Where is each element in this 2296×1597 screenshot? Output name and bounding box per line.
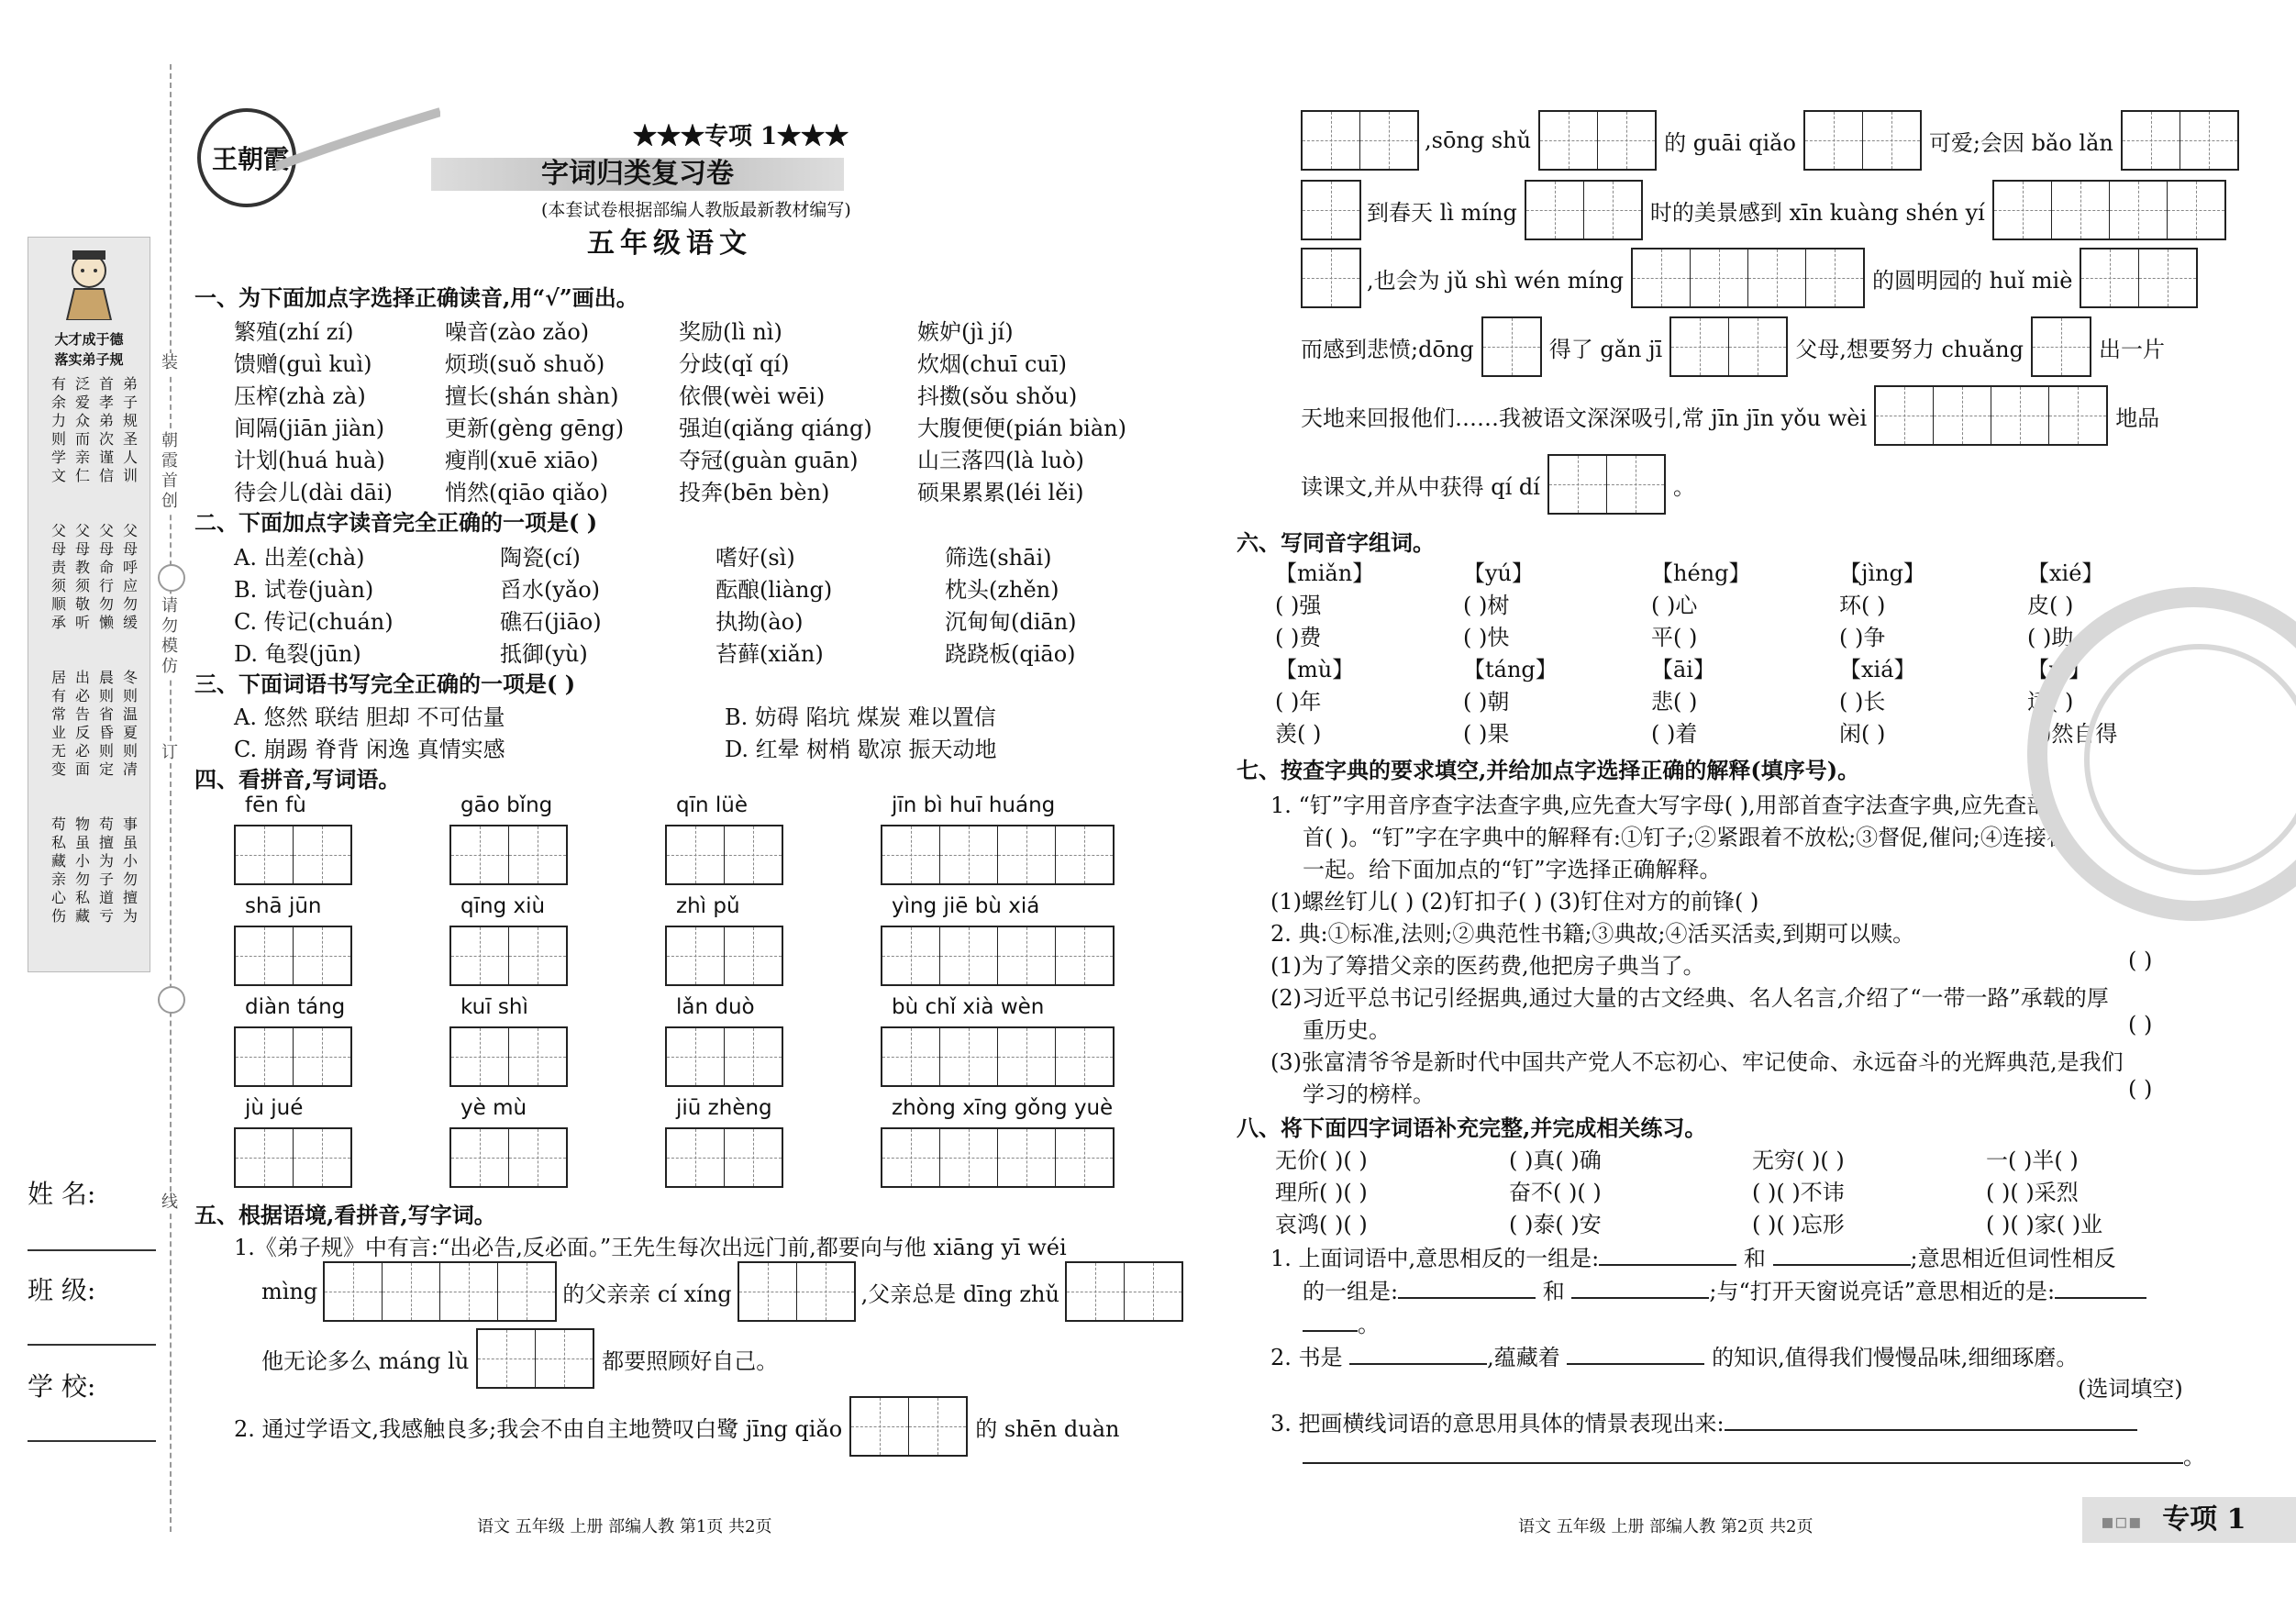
idiom-blank[interactable]: ( )真( )确: [1509, 1148, 1602, 1173]
homophone-blank[interactable]: 皮( ): [2027, 593, 2074, 618]
pinyin-label: zhì pǔ: [676, 894, 740, 918]
warn-text: 请勿模仿: [158, 596, 182, 677]
pinyin-label: bù chǐ xià wèn: [892, 995, 1045, 1019]
q5-line: [1301, 454, 1695, 515]
tab-label: 专项 1: [2162, 1503, 2246, 1536]
exam-title: 字词归类复习卷: [431, 158, 844, 191]
logo-text: 王朝霞: [212, 144, 290, 174]
char-grid[interactable]: [665, 926, 783, 986]
q7-line: 学习的榜样。: [1303, 1081, 1435, 1107]
answer-blank[interactable]: [1725, 1409, 2137, 1431]
option-cell: C. 传记(chuán): [234, 609, 394, 635]
homophone-blank[interactable]: ( )助: [2027, 625, 2074, 650]
char-grid[interactable]: [881, 1026, 1115, 1087]
char-grid-2[interactable]: [1803, 110, 1922, 171]
binding-hole: [158, 986, 185, 1014]
idiom-blank[interactable]: 无价( )( ): [1275, 1148, 1368, 1173]
q8-question-2: [1270, 1339, 2078, 1371]
option-cell: 礁石(jiāo): [500, 609, 602, 635]
pinyin-choice[interactable]: 大腹便便(pián biàn): [917, 416, 1126, 441]
pinyin-choice[interactable]: 抖擞(sǒu shǒu): [917, 383, 1078, 409]
char-grid[interactable]: [234, 825, 352, 885]
homophone-pinyin: 【jìng】: [1839, 560, 1925, 586]
char-grid[interactable]: [234, 1127, 352, 1188]
q5-text: 2. 通过学语文,我感触良多;我会不由自主地赞叹白鹭 jīng qiǎo: [234, 1415, 843, 1442]
proverb-column: 父母责须顺承: [50, 522, 66, 631]
q5-text: 而感到悲愤;dōng: [1301, 336, 1474, 362]
answer-paren[interactable]: ( ): [2128, 948, 2153, 973]
q5-line: [261, 1261, 1183, 1322]
char-grid-1[interactable]: [1481, 316, 1542, 377]
pinyin-write-item: [449, 894, 568, 986]
pinyin-write-item: [665, 995, 783, 1087]
char-grid-2[interactable]: [738, 1261, 856, 1322]
homophone-blank[interactable]: 适( ): [2027, 689, 2074, 715]
q7-line: 1. “钉”字用音序查字法查字典,应先查大写字母( ),用部首查字法查字典,应先查部: [1270, 793, 2049, 818]
q8-text: 。: [2183, 1444, 2205, 1469]
homophone-blank[interactable]: ( )朝: [1463, 689, 1510, 715]
q5-line: 1.《弟子规》中有言:“出必告,反必面。”王先生每次出远门前,都要向与他 xiāng yī wéi: [234, 1235, 1067, 1260]
option-cell: 苔藓(xiǎn): [715, 641, 824, 667]
homophone-pinyin: 【yú】: [1463, 560, 1535, 586]
class-field[interactable]: [28, 1344, 156, 1346]
q5-line: [234, 1396, 1120, 1457]
q5-text: 地品: [2115, 405, 2160, 431]
char-grid-4[interactable]: [1992, 180, 2226, 240]
page-footer: 语文 五年级 上册 部编人教 第2页 共2页: [1518, 1517, 1814, 1536]
pinyin-choice[interactable]: 间隔(jiān jiàn): [234, 416, 385, 441]
proverb-column: 苟私藏亲心伤: [50, 815, 66, 925]
char-grid-4[interactable]: [323, 1261, 557, 1322]
q1-heading: 一、为下面加点字选择正确读音,用“√”画出。: [194, 284, 638, 311]
proverb-column: 父母教须敬听: [74, 522, 90, 631]
option-cell: 跷跷板(qiāo): [945, 641, 1076, 667]
proverb-column: 有余力则学文: [50, 375, 66, 484]
q8-heading: 八、将下面四字词语补充完整,并完成相关练习。: [1237, 1115, 1707, 1141]
proverb-column: 出必告反必面: [74, 669, 90, 778]
option-cell: 抵御(yù): [500, 641, 588, 667]
pinyin-label: qīng xiù: [460, 894, 546, 918]
pinyin-choice[interactable]: 繁殖(zhí zí): [234, 319, 354, 345]
proverb-column: 父母呼应勿缓: [122, 522, 138, 631]
q5-line: [261, 1328, 778, 1389]
q7-line: (1)为了筹措父亲的医药费,他把房子典当了。: [1270, 953, 1705, 979]
q2-heading: 二、下面加点字读音完全正确的一项是( ): [194, 509, 598, 536]
pinyin-choice[interactable]: 烦琐(suǒ shuǒ): [445, 351, 605, 377]
q8-text: 1. 上面词语中,意思相反的一组是:: [1270, 1246, 1600, 1271]
q8-question-1: [1270, 1240, 2116, 1272]
option-cell: A. 悠然 联结 胆却 不可估量: [234, 704, 505, 730]
q5-line: [1301, 180, 2226, 240]
pinyin-choice[interactable]: 瘦削(xuē xiāo): [445, 448, 599, 473]
char-grid-1[interactable]: [1301, 248, 1361, 308]
char-grid[interactable]: [665, 825, 783, 885]
option-cell: 枕头(zhěn): [945, 577, 1059, 603]
answer-blank[interactable]: [2055, 1277, 2146, 1299]
option-cell: 沉甸甸(diān): [945, 609, 1077, 635]
seal-char: 订: [158, 743, 182, 763]
pinyin-label: lǎn duò: [676, 995, 755, 1019]
school-field[interactable]: [28, 1440, 156, 1442]
pinyin-write-item: [881, 995, 1115, 1087]
idiom-blank[interactable]: ( )( )不讳: [1752, 1180, 1845, 1205]
q8-text: 2. 书是: [1270, 1345, 1343, 1370]
q8-text: 。: [1358, 1312, 1380, 1337]
q8-text: ;意思相近但词性相反: [1910, 1246, 2116, 1271]
idiom-blank[interactable]: 奋不( )( ): [1509, 1180, 1602, 1205]
option-cell: C. 崩踢 脊背 闲逸 真情实感: [234, 737, 505, 762]
q7-line: (1)螺丝钉儿( ) (2)钉扣子( ) (3)钉住对方的前锋( ): [1270, 889, 1759, 915]
q6-heading: 六、写同音字组词。: [1237, 529, 1435, 556]
q8-hint: (选词填空): [2078, 1376, 2183, 1402]
q5-text: 天地来回报他们……我被语文深深吸引,常 jīn jīn yǒu wèi: [1301, 405, 1868, 431]
pinyin-choice[interactable]: 待会儿(dài dāi): [234, 480, 394, 505]
proverb-panel: [28, 237, 150, 972]
char-grid-4[interactable]: [1631, 248, 1865, 308]
q5-text: 得了 gǎn jī: [1548, 336, 1663, 362]
homophone-blank[interactable]: 环( ): [1839, 593, 1886, 618]
ribbon-decoration: [275, 103, 440, 176]
name-field[interactable]: [28, 1249, 156, 1251]
char-grid-2[interactable]: [1525, 180, 1643, 240]
char-grid[interactable]: [234, 1026, 352, 1087]
pinyin-write-item: [234, 894, 352, 986]
q8-text: ,蕴藏着: [1487, 1345, 1560, 1370]
q8-question-1b: [1303, 1273, 2146, 1305]
homophone-blank[interactable]: ( )果: [1463, 721, 1510, 747]
homophone-blank[interactable]: 悲( ): [1651, 689, 1698, 715]
idiom-blank[interactable]: 哀鸿( )( ): [1275, 1212, 1368, 1237]
proverb-column: 冬则温夏则凊: [122, 669, 138, 778]
q5-text: ,父亲总是 dīng zhǔ: [860, 1281, 1059, 1307]
q5-heading: 五、根据语境,看拼音,写字词。: [194, 1202, 496, 1228]
q5-text: ,sōng shǔ: [1425, 128, 1532, 153]
pinyin-label: fēn fù: [245, 793, 306, 817]
homophone-blank[interactable]: ( )着: [1651, 721, 1698, 747]
cut-line: [170, 64, 172, 1532]
q5-text: 父母,想要努力 chuǎng: [1795, 336, 2024, 362]
char-grid-2[interactable]: [1669, 316, 1788, 377]
q8-text: ;与“打开天窗说亮话”意思相近的是:: [1709, 1279, 2056, 1304]
idiom-blank[interactable]: ( )( )采烈: [1986, 1180, 2079, 1205]
name-label: 姓 名:: [28, 1179, 96, 1209]
homophone-pinyin: 【āi】: [1651, 657, 1715, 682]
proverb-column: 苟擅为子道亏: [98, 815, 114, 925]
char-grid[interactable]: [665, 1127, 783, 1188]
homophone-blank[interactable]: 闲( ): [1839, 721, 1886, 747]
q5-line: [1301, 248, 2198, 308]
q7-line: (3)张富清爷爷是新时代中国共产党人不忘初心、牢记使命、永远奋斗的光辉典范,是我们: [1270, 1049, 2124, 1075]
motto-line: 大才成于德: [54, 331, 124, 348]
watermark-ring: [2084, 644, 2296, 875]
idiom-blank[interactable]: ( )( )家( )业: [1986, 1212, 2103, 1237]
q3-heading: 三、下面词语书写完全正确的一项是( ): [194, 671, 576, 697]
q5-line: [1301, 110, 2239, 171]
school-label: 学 校:: [28, 1371, 96, 1402]
char-grid[interactable]: [449, 825, 568, 885]
binding-sidebar: [0, 0, 178, 1597]
char-grid-4[interactable]: [1874, 385, 2108, 446]
pinyin-choice[interactable]: 悄然(qiāo qiǎo): [445, 480, 608, 505]
char-grid[interactable]: [881, 926, 1115, 986]
q4-heading: 四、看拼音,写词语。: [194, 766, 401, 793]
option-cell: D. 红晕 树梢 歇凉 振天动地: [725, 737, 997, 762]
series-label: ★★★专项 1★★★: [633, 123, 849, 150]
homophone-pinyin: 【héng】: [1651, 560, 1751, 586]
pinyin-write-item: [881, 894, 1115, 986]
char-grid[interactable]: [665, 1026, 783, 1087]
char-grid[interactable]: [449, 1127, 568, 1188]
q5-text: 他无论多么 máng lù: [261, 1347, 470, 1374]
pinyin-choice[interactable]: 夺冠(guàn guān): [679, 448, 859, 473]
q7-heading: 七、按查字典的要求填空,并给加点字选择正确的解释(填序号)。: [1237, 757, 1860, 783]
pinyin-choice[interactable]: 擅长(shán shàn): [445, 383, 619, 409]
char-grid-2[interactable]: [2121, 110, 2239, 171]
proverb-column: 首孝弟次谨信: [98, 375, 114, 484]
q8-question-3b: [1303, 1438, 2205, 1470]
pinyin-choice[interactable]: 噪音(zào zǎo): [445, 319, 590, 345]
answer-blank[interactable]: [1567, 1343, 1704, 1365]
idiom-blank[interactable]: 无穷( )( ): [1752, 1148, 1845, 1173]
homophone-pinyin: 【yí】: [2027, 657, 2091, 682]
char-grid[interactable]: [234, 926, 352, 986]
option-cell: 嗜好(sì): [715, 545, 795, 571]
pinyin-write-item: [234, 1096, 352, 1188]
idiom-blank[interactable]: ( )( )忘形: [1752, 1212, 1845, 1237]
pinyin-label: diàn táng: [245, 995, 346, 1019]
binding-hole: [158, 564, 185, 592]
q5-text: 的圆明园的 huǐ miè: [1871, 267, 2073, 294]
pinyin-label: gāo bǐng: [460, 793, 553, 817]
answer-blank[interactable]: [1349, 1343, 1487, 1365]
homophone-pinyin: 【miǎn】: [1275, 560, 1375, 586]
option-cell: 陶瓷(cí): [500, 545, 581, 571]
exam-subtitle: 五年级语文: [587, 227, 752, 260]
q7-line: 重历史。: [1303, 1017, 1391, 1043]
proverb-column: 事虽小勿擅为: [122, 815, 138, 925]
page-footer: 语文 五年级 上册 部编人教 第1页 共2页: [477, 1517, 772, 1536]
pinyin-label: jīn bì huī huáng: [892, 793, 1056, 817]
q5-text: 的父亲亲 cí xíng: [562, 1281, 732, 1307]
option-cell: B. 妨碍 陷坑 煤炭 难以置信: [725, 704, 996, 730]
option-cell: 筛选(shāi): [945, 545, 1052, 571]
proverb-column: 弟子规圣人训: [122, 375, 138, 484]
answer-blank[interactable]: [1303, 1310, 1358, 1332]
homophone-blank[interactable]: 羡( ): [1275, 721, 1322, 747]
option-cell: B. 试卷(juàn): [234, 577, 374, 603]
char-grid-2[interactable]: [1547, 454, 1666, 515]
answer-blank[interactable]: [1398, 1277, 1536, 1299]
proverb-column: 晨则省昏则定: [98, 669, 114, 778]
homophone-blank[interactable]: ( )强: [1275, 593, 1322, 618]
pinyin-choice[interactable]: 强迫(qiǎng qiáng): [679, 416, 872, 441]
pinyin-write-item: [449, 1096, 568, 1188]
answer-blank[interactable]: [1303, 1442, 2183, 1464]
homophone-blank[interactable]: ( )然自得: [2027, 721, 2118, 747]
pinyin-write-item: [449, 793, 568, 885]
homophone-blank[interactable]: ( )年: [1275, 689, 1322, 715]
homophone-blank[interactable]: ( )争: [1839, 625, 1886, 650]
motto-line: 落实弟子规: [54, 351, 124, 368]
char-grid[interactable]: [881, 1127, 1115, 1188]
option-cell: A. 出差(chà): [234, 545, 365, 571]
brand-text: 朝霞首创: [158, 431, 182, 512]
proverb-column: 物虽小勿私藏: [74, 815, 90, 925]
pinyin-write-item: [665, 793, 783, 885]
pinyin-choice[interactable]: 压榨(zhà zà): [234, 383, 366, 409]
pinyin-label: jiū zhèng: [676, 1096, 772, 1120]
answer-paren[interactable]: ( ): [2128, 1012, 2153, 1037]
q8-text: 的知识,值得我们慢慢品味,细细琢磨。: [1712, 1345, 2079, 1370]
char-grid[interactable]: [449, 926, 568, 986]
q5-line: [1301, 385, 2159, 446]
q7-line: 一起。给下面加点的“钉”字选择正确解释。: [1303, 857, 1722, 882]
seal-char: 线: [158, 1192, 182, 1213]
char-grid[interactable]: [449, 1026, 568, 1087]
q8-text: 3. 把画横线词语的意思用具体的情景表现出来:: [1270, 1411, 1725, 1436]
char-grid-1[interactable]: [1301, 180, 1361, 240]
option-cell: D. 龟裂(jūn): [234, 641, 361, 667]
homophone-blank[interactable]: ( )树: [1463, 593, 1510, 618]
pinyin-label: jù jué: [245, 1096, 304, 1120]
char-grid-2[interactable]: [2080, 248, 2198, 308]
homophone-blank[interactable]: ( )费: [1275, 625, 1322, 650]
pinyin-label: yìng jiē bù xiá: [892, 894, 1040, 918]
char-grid[interactable]: [881, 825, 1115, 885]
pinyin-label: shā jūn: [245, 894, 322, 918]
pinyin-choice[interactable]: 依偎(wèi wēi): [679, 383, 826, 409]
q5-text: 到春天 lì míng: [1367, 199, 1517, 226]
q5-text: 都要照顾好自己。: [602, 1347, 779, 1374]
q8-text: 和: [1743, 1246, 1766, 1271]
section-tab: [2082, 1497, 2296, 1543]
pinyin-write-item: [449, 995, 568, 1087]
pinyin-choice[interactable]: 投奔(bēn bèn): [679, 480, 830, 505]
q5-text: 可爱;会因 bǎo lǎn: [1928, 129, 2113, 156]
scholar-illustration: [54, 247, 124, 320]
answer-blank[interactable]: [1571, 1277, 1709, 1299]
q5-line: [1301, 316, 2165, 377]
pinyin-label: kuī shì: [460, 995, 528, 1019]
tab-decoration: ▪▫▪: [2101, 1510, 2142, 1534]
proverb-column: 居有常业无变: [50, 669, 66, 778]
pinyin-write-item: [234, 995, 352, 1087]
q5-text: 出一片: [2098, 336, 2165, 362]
pinyin-label: qīn lüè: [676, 793, 748, 817]
q5-text: 的 guāi qiǎo: [1664, 129, 1796, 156]
pinyin-choice[interactable]: 奖励(lì nì): [679, 319, 782, 345]
pinyin-write-item: [234, 793, 352, 885]
homophone-pinyin: 【xiá】: [1839, 657, 1916, 682]
answer-blank[interactable]: [1773, 1244, 1911, 1266]
q5-text: ,也会为 jǔ shì wén míng: [1367, 267, 1624, 294]
pinyin-choice[interactable]: 计划(huá huà): [234, 448, 385, 473]
char-grid-1[interactable]: [2031, 316, 2091, 377]
pinyin-choice[interactable]: 嫉妒(jì jí): [917, 319, 1014, 345]
seal-char: 装: [158, 353, 182, 373]
answer-paren[interactable]: ( ): [2128, 1076, 2153, 1102]
answer-blank[interactable]: [1599, 1244, 1736, 1266]
pinyin-write-item: [665, 1096, 783, 1188]
homophone-pinyin: 【mù】: [1275, 657, 1355, 682]
q7-line: (2)习近平总书记引经据典,通过大量的古文经典、名人名言,介绍了“一带一路”承载的厚: [1270, 985, 2109, 1011]
char-grid-2[interactable]: [476, 1328, 594, 1389]
q7-line: 首( )。“钉”字在字典中的解释有:①钉子;②紧跟着不放松;③督促,催问;④连接在: [1303, 825, 2069, 850]
exam-note: (本套试卷根据部编人教版最新教材编写): [541, 200, 851, 220]
q5-text: 。: [1672, 473, 1695, 500]
option-cell: 酝酿(liàng): [715, 577, 833, 603]
class-label: 班 级:: [28, 1275, 96, 1305]
pinyin-label: zhòng xīng gǒng yuè: [892, 1096, 1114, 1120]
char-grid-2[interactable]: [1538, 110, 1657, 171]
q8-question-1c: [1303, 1306, 1380, 1338]
proverb-column: 父母命行勿懒: [98, 522, 114, 631]
proverb-column: 泛爱众而亲仁: [74, 375, 90, 484]
char-grid-2[interactable]: [1065, 1261, 1183, 1322]
pinyin-choice[interactable]: 炊烟(chuī cuī): [917, 351, 1067, 377]
homophone-blank[interactable]: 平( ): [1651, 625, 1698, 650]
q5-text: 时的美景感到 xīn kuàng shén yí: [1649, 199, 1985, 226]
pinyin-write-item: [881, 1096, 1115, 1188]
pinyin-choice[interactable]: 分歧(qǐ qí): [679, 351, 790, 377]
homophone-pinyin: 【xié】: [2027, 560, 2104, 586]
homophone-pinyin: 【táng】: [1463, 657, 1558, 682]
q8-text: 的一组是:: [1303, 1279, 1399, 1304]
pinyin-choice[interactable]: 更新(gèng gēng): [445, 416, 625, 441]
option-cell: 执拗(ào): [715, 609, 804, 635]
pinyin-choice[interactable]: 山三落四(là luò): [917, 448, 1084, 473]
pinyin-write-item: [665, 894, 783, 986]
pinyin-label: yè mù: [460, 1096, 527, 1120]
homophone-blank[interactable]: ( )长: [1839, 689, 1886, 715]
pinyin-choice[interactable]: 馈赠(guì kuì): [234, 351, 372, 377]
idiom-blank[interactable]: 理所( )( ): [1275, 1180, 1368, 1205]
char-grid-2[interactable]: [1301, 110, 1419, 171]
q5-text: 读课文,并从中获得 qí dí: [1301, 473, 1540, 500]
homophone-blank[interactable]: ( )心: [1651, 593, 1698, 618]
homophone-blank[interactable]: ( )快: [1463, 625, 1510, 650]
option-cell: 舀水(yǎo): [500, 577, 601, 603]
q8-question-3: [1270, 1405, 2137, 1437]
idiom-blank[interactable]: 一( )半( ): [1986, 1148, 2079, 1173]
idiom-blank[interactable]: ( )泰( )安: [1509, 1212, 1602, 1237]
char-grid-2[interactable]: [849, 1396, 968, 1457]
q5-text: 的 shēn duàn: [975, 1415, 1120, 1442]
q8-text: 和: [1542, 1279, 1565, 1304]
q5-text: mìng: [261, 1279, 318, 1304]
pinyin-write-item: [881, 793, 1115, 885]
pinyin-choice[interactable]: 硕果累累(léi lěi): [917, 480, 1084, 505]
q7-line: 2. 典:①标准,法则;②典范性书籍;③典故;④活买活卖,到期可以赎。: [1270, 921, 1915, 947]
